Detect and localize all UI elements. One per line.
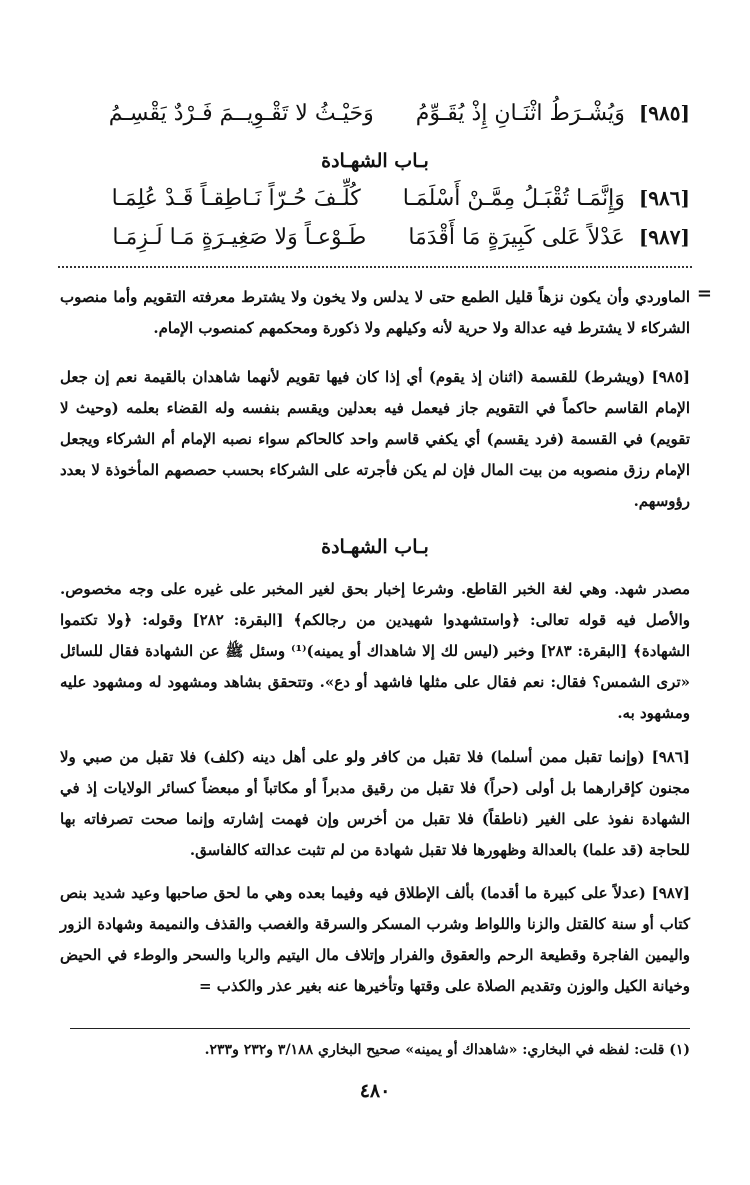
poem-separator — [58, 266, 692, 268]
verse-number: [٩٨٦] — [638, 186, 690, 210]
verse-second-hemistich: طَـوْعـاً وَلا صَغِيـرَةٍ مَـا لَـزِمَـا — [112, 225, 367, 250]
commentary-986 — [60, 742, 690, 866]
commentary-continued — [60, 282, 690, 344]
verse-first-hemistich: وَيُشْـرَطُ اثْنَـانِ إِذْ يُقَـوِّمُ — [415, 101, 625, 126]
verse-number: [٩٨٧] — [638, 225, 690, 249]
verse-987 — [100, 222, 690, 253]
verse-first-hemistich: عَدْلاً عَلى كَبِيرَةٍ مَا أَقْدَمَا — [408, 225, 625, 250]
paragraph: [٩٨٥] (ويشرط) للقسمة (اثنان إذ يقوم) أي إذا كان فيها تقويم لأنهما شاهدان بالقيمة نعم إن جعل الإمام القاسم حاكماً في التقويم جاز فيعمل فيه بعدلين ويقسم بنفسه وله القضاء بعلمه (وحيث لا تقويم) في القسمة (فرد يقسم) أي يكفي قاسم واحد كالحاكم سواء نصبه الإمام أم الشركاء ويجعل الإمام رزق منصوبه من بيت المال فإن لم يكن فأجرته على الشركاء بحسب حصصهم المأخوذة لا بعدد رؤوسهم. — [60, 368, 690, 510]
footnote-rule — [70, 1028, 690, 1029]
commentary-section-heading: بـاب الشهـادة — [321, 536, 429, 558]
verse-986 — [100, 183, 690, 214]
poem-section-heading: بـاب الشهـادة — [321, 150, 429, 172]
paragraph: الماوردي وأن يكون نزهاً قليل الطمع حتى لا يدلس ولا يخون ولا يشترط معرفته التقويم وأما منصوب الشركاء لا يشترط فيه عدالة ولا حرية لأنه وكيلهم ولا ذكورة ومحكمهم كمنصوب الإمام. — [60, 288, 690, 337]
verse-first-hemistich: وَإِنَّمَـا تُقْبَـلُ مِمَّـنْ أَسْلَمَـا — [402, 186, 625, 211]
continuation-mark: = — [696, 283, 712, 304]
verse-985 — [100, 98, 690, 129]
page-number: ٤٨٠ — [359, 1080, 391, 1102]
paragraph: [٩٨٦] (وإنما تقبل ممن أسلما) فلا تقبل من كافر ولو على أهل دينه (كلف) فلا تقبل من صبي ولا مجنون كإقرارهما بل أولى (حراً) فلا تقبل من رقيق مدبراً أو مكاتباً أو مبعضاً كسائر الولايات إذ في الشهادة نفوذ على الغير (ناطقاً) فلا تقبل من أخرس وإن فهمت إشارته وإنما صحت تصرفاته بها للحاجة (قد علما) بالعدالة وظهورها فلا تقبل شهادة من لم تثبت عدالته كالفاسق. — [60, 748, 690, 859]
paragraph: مصدر شهد. وهي لغة الخبر القاطع. وشرعا إخبار بحق لغير المخبر على غيره على وجه مخصوص. والأصل فيه قوله تعالى: ﴿واستشهدوا شهيدين من رجالكم﴾ [البقرة: ٢٨٢] وقوله: ﴿ولا تكتموا الشهادة﴾ [البقرة: ٢٨٣] وخبر (ليس لك إلا شاهداك أو يمينه)⁽¹⁾ وسئل ﷺ عن الشهادة فقال للسائل «ترى الشمس؟ فقال: نعم فقال على مثلها فاشهد أو دع». وتتحقق بشاهد ومشهود له ومشهود عليه ومشهود به. — [60, 580, 691, 722]
verse-second-hemistich: كُلِّـفَ حُـرّاً نَـاطِقـاً قَـدْ عُلِمَـا — [111, 186, 361, 211]
footnote: (١) قلت: لفظه في البخاري: «شاهداك أو يمينه» صحيح البخاري ٣/١٨٨ و٢٣٢ و٢٣٣. — [204, 1042, 690, 1058]
verse-number: [٩٨٥] — [638, 101, 690, 125]
commentary-985 — [60, 362, 690, 517]
paragraph: [٩٨٧] (عدلاً على كبيرة ما أقدما) بألف الإطلاق فيه وفيما بعده وهي ما لحق صاحبها وعيد شديد بنص كتاب أو سنة كالقتل والزنا واللواط وشرب المسكر والسرقة والغصب والقذف والنميمة وشهادة الزور واليمين الفاجرة وقطيعة الرحم والعقوق والفرار وإتلاف مال اليتيم والربا والسحر والوطء في الحيض وخيانة الكيل والوزن وتقديم الصلاة على وقتها وتأخيرها عنه بغير عذر والكذب = — [60, 884, 690, 995]
commentary-definition — [60, 574, 690, 729]
verse-second-hemistich: وَحَيْـثُ لا تَقْـوِيــمَ فَـرْدٌ يَقْسِـمُ — [108, 101, 374, 126]
commentary-987 — [60, 878, 690, 1002]
